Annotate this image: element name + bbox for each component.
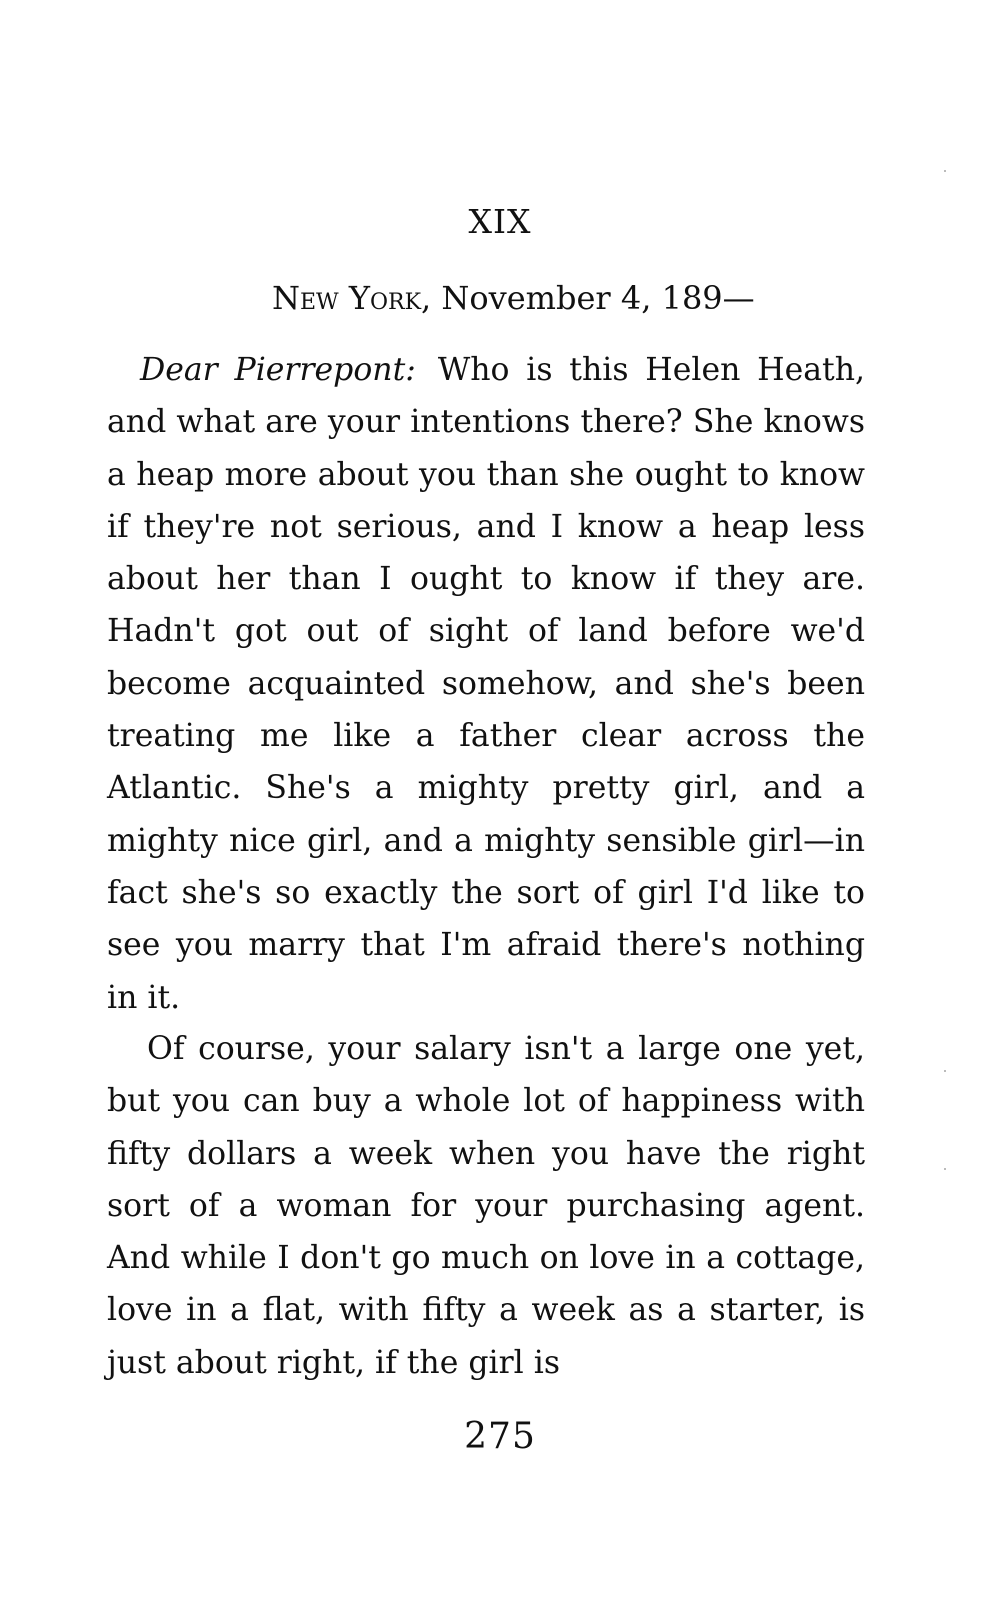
paragraph-2: Of course, your salary isn't a large one yet, but you can buy a whole lot of happiness with fifty dollars a week when you have the right sort of a woman for your purchasing agent. And while I don't go much on love in a cottage, love in a flat, with fifty a week as a starter, is just about right, if the girl is — [107, 1031, 865, 1381]
letter-dateline — [272, 275, 755, 321]
scan-speck — [944, 170, 946, 172]
letter-salutation: Dear Pierrepont: — [140, 352, 416, 388]
page-number: 275 — [464, 1416, 536, 1457]
chapter-heading: XIX — [468, 202, 532, 241]
dateline-date: November 4, 189— — [441, 279, 755, 317]
scan-speck — [944, 1070, 946, 1072]
paragraph-1-text: Who is this Helen Heath, and what are your intentions there? She knows a heap more about you than she ought to know if they're not serious, and I know a heap less about her than I ought to know if they are. Hadn't got out of sight of land before we'd become acquainted somehow, and she's been treating me like a father clear across the Atlantic. She's a mighty pretty girl, and a mighty nice girl, and a mighty sensible girl—in fact she's so exactly the sort of girl I'd like to see you marry that I'm afraid there's nothing in it. — [107, 352, 865, 1016]
scan-speck — [944, 1168, 946, 1170]
dateline-place: New York, — [272, 279, 432, 317]
paragraph-1 — [107, 344, 865, 1024]
